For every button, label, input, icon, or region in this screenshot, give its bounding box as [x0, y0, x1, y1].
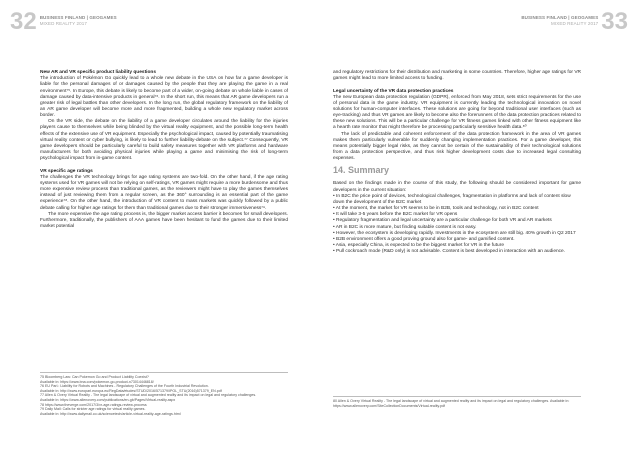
footnote-76-link[interactable]: Available in: http://www.europarl.europa.eu/RegData/etudes/STUD/2016/571379/IPOL_STU(2016)571379_EN.pdf: [40, 388, 222, 393]
summary-intro: Based on the findings made in the course of this study, the following should be considered important for game developers in the current situation:: [333, 181, 581, 193]
summary-bullet: • Asia, especially China, is expected to be the biggest market for VR in the future: [333, 242, 504, 248]
footnote-77: 77 Allen & Overy Virtual Reality - The legal landscape of virtual and augmented reality and its impact on legal and regulatory challenges.: [40, 393, 257, 398]
section-title-data-protection: Legal uncertainty of the VR data protection practices: [333, 88, 454, 94]
paragraph-data-protection-1: The new European data protection regulation (GDPR), enforced from May 2018, sets strict requirements for the use of personal data in the game industry. VR equipment is currently leading the technological innovation on novel solutions for human-computer interfaces. These solutions are going for beyond traditional user interfaces (such as eye-tracking) and thus VR games are likely to become also the forerunners of the data protection practices related to these new solutions. This will be a particular challenge for VR fitness games linked with other fitness equipment like a hearth rate monitor that might therefore be processing particularly sensitive health data.⁸⁰: [333, 94, 581, 131]
summary-bullet: • At the moment, the market for VR seems to be in B2B, tools and technology, not in B2C content: [333, 206, 539, 212]
left-page-header: [10, 8, 117, 35]
right-page-header: [521, 8, 628, 35]
summary-bullet-list: [333, 194, 581, 256]
summary-bullet: • Pull cockroach mode (R&D only) is not advisable. Content is best developed in interaction with an audience.: [333, 249, 566, 255]
footnote-75-link[interactable]: Available in: https://www.bna.com/pokemon-go-product-n73014446818/: [40, 379, 154, 384]
paragraph-age-ratings-1: The challenges the VR technology brings for age rating systems are two-fold. On the other hand, if the age rating systems used for VR games will not be relying on self-ratings, VR games might require a more burdensome and thus more expensive review process than traditional games, as the reviewers might have to play the games themselves instead of just reviewing them from a regular screen, as the 360° surrounding is an essential part of the game experience⁷⁸. On the other hand, the introduction of VR content to mass markets was quickly followed by a public debate calling for higher age ratings for them than traditional games due to their stronger immersiveness⁷⁹.: [40, 174, 288, 211]
summary-bullet: • B2B environment offers a good proving ground also for game- and gamified content.: [333, 236, 515, 242]
summary-bullet: • AR in B2C is more mature, but finding suitable content is not easy.: [333, 224, 477, 230]
footnote-77-link[interactable]: Available in: https://www.allenovery.com/publications/en-gb/Pages/Virtual-reality.aspx: [40, 397, 176, 402]
footnote-80[interactable]: 80 Allen & Overy Virtual Reality - The legal landscape of virtual and augmented reality and its impact on legal and regulatory challenges. Available in: https://www.allenovery.com/SiteCollectionDocuments/Virtual-reality.pdf: [333, 399, 570, 408]
right-page-number: 33: [601, 8, 628, 35]
paragraph-age-ratings-2: The more expensive the age rating process is, the bigger market access barrier it becomes for small developers. Furthermore, traditionally, the publishers of AAA games have been hesitant to fund the games due to their limited market potential: [40, 211, 288, 230]
paragraph-continuation: and regulatory restrictions for their distribution and marketing in some countries. Therefore, higher age ratings for VR games might lead to more limited access to funding.: [333, 70, 581, 82]
summary-bullet: • Regulatory fragmentation and legal uncertainty are a particular challenge for both VR and AR markets: [333, 218, 552, 224]
paragraph-liability-2: On the VR side, the debate on the liability of a game developer circulates around the liability for the injuries players cause to themselves while being blinded by the virtual reality equipment, and the possible long-term health effects of the extensive use of VR equipment. Especially the psychological impact, caused by potentially traumatising virtual reality content or cyber bullying, is likely to lead to further liability-debate on the subject.⁷⁷ Consequently, VR game developers should be particularly careful to build safety measures together with VR platforms and hardware manufacturers for both avoiding physical injuries while playing a game and minimising the risk of long-term psychological impact from in-game content.: [40, 119, 288, 162]
right-footnotes: [333, 396, 581, 408]
right-header-meta: [521, 15, 598, 26]
paragraph-data-protection-2: The lack of predictable and coherent enforcement of the data protection framework in the area of VR games makes them particularly vulnerable for suddenly changing implementation practices. For a game developer, this means potentially bigger legal risks, as they cannot be certain of the sustainability of their technological solutions from a data protection perspective, and thus risk higher development costs due to increased legal consulting expenses.: [333, 131, 581, 162]
summary-bullet: • It will take 3-5 years before the B2C market for VR opens: [333, 212, 458, 218]
footnote-79: 79 Daily Mail: Calls for stricter age ratings for virtual reality games.: [40, 407, 146, 412]
section-title-liability: New AR and VR specific product liability questions: [40, 70, 157, 75]
left-header-line1: BUSINESS FINLAND | GEOGAMES: [39, 15, 117, 20]
left-header-line2: MIXED REALITY 2017: [39, 20, 87, 26]
footnote-76: 76 EU Parl.: Liability for Robots and Machines - Regulatory Challenges of the Fourth Industrial Revolution.: [40, 384, 209, 389]
paragraph-liability-1: The introduction of Pokémon Go quickly lead to a whole new debate in the USA on how far a game developer is liable for the personal damages of or damages caused by the people that they are playing the game in a real environment⁷⁵. In Europe, this debate is likely to become part of a wider, on-going debate on whole liable in cases of damage caused by data-intensive products in general⁷⁶. In the short run, this means that AR game developers run a greater risk of legal battles than other developers. In the long run, the global regulatory framework on the liability of an AR game developer will become more and more fragmented, building a whole new regulatory market across border.: [40, 76, 288, 119]
left-header-meta: [40, 15, 117, 26]
summary-bullet: • In B2C the price point of devices, technological challenges, fragmentation in platforms and lack of content slow down the development of the B2C market: [333, 193, 571, 205]
summary-heading: 14. Summary: [333, 165, 390, 176]
section-title-age-ratings: VR specific age ratings: [40, 168, 93, 174]
summary-bullet: • However, the ecosystem is developing rapidly. Investments in the ecosystem are still big. 40% growth in Q2 2017: [333, 230, 576, 236]
left-footnotes: [40, 372, 288, 416]
left-page-number: 32: [10, 8, 37, 35]
right-page: [319, 0, 638, 453]
footnote-79-link[interactable]: Available in: http://www.dailymail.co.uk/sciencetech/article-virtual-reality-age-ratings.html: [40, 411, 181, 416]
right-header-line2: MIXED REALITY 2017: [551, 20, 599, 26]
footnote-78[interactable]: 78 https://www.theverge.com/2017/3/vr-age-ratings-review-process: [40, 402, 147, 407]
right-header-line1: BUSINESS FINLAND | GEOGAMES: [521, 15, 599, 20]
left-text-column: [40, 70, 288, 230]
right-text-column: [333, 70, 581, 255]
footnote-75: 75 Bloomberg Law: Can Pokemon Go and Product Liability Coexist?: [40, 375, 149, 379]
